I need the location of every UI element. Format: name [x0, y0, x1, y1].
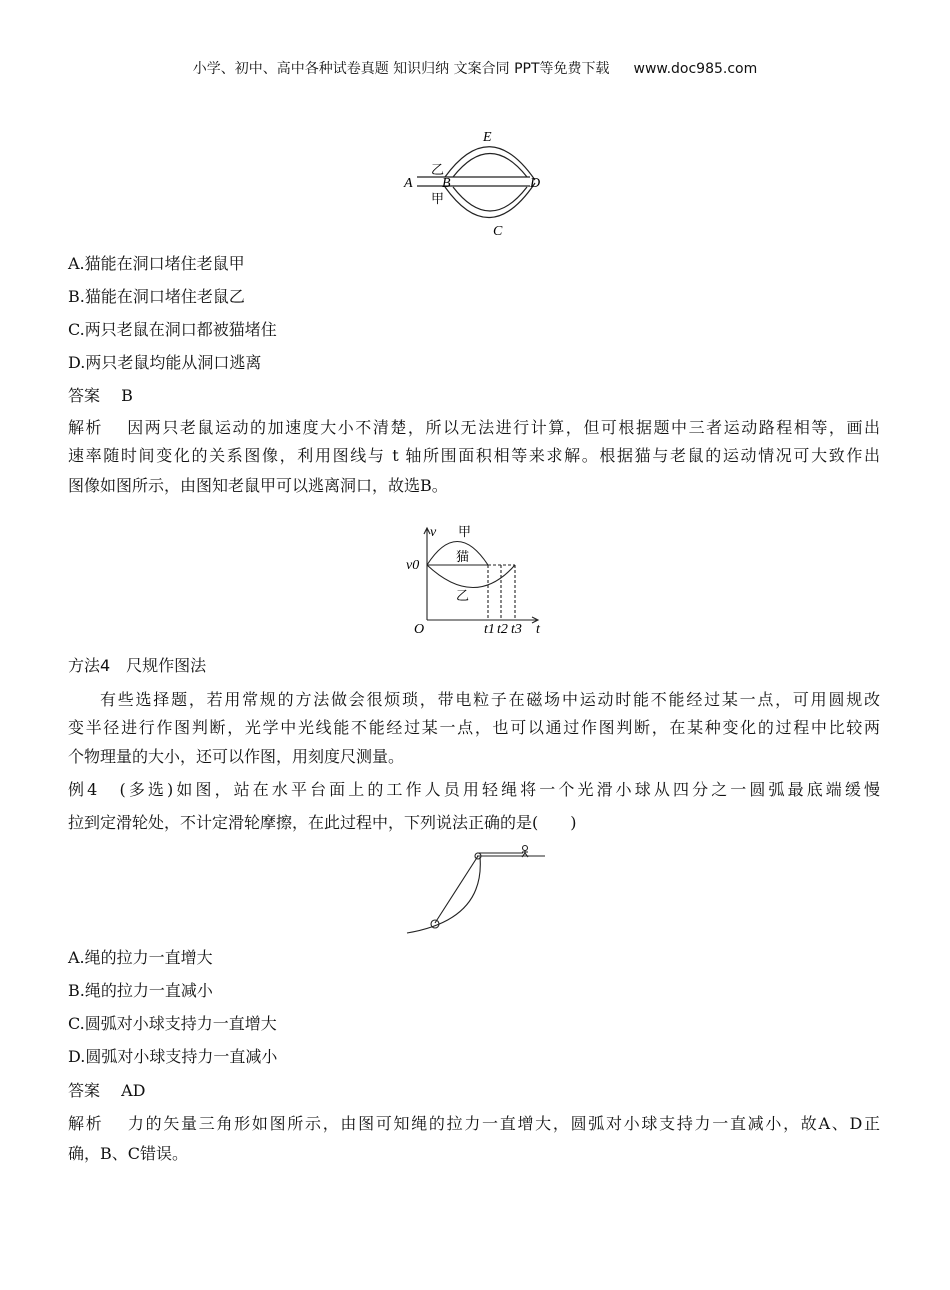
header-url: www.doc985.com [633, 61, 758, 77]
tick-t2: t2 [497, 622, 508, 637]
method-body-1: 有些选择题，若用常规的方法做会很烦琐，带电粒子在磁场中运动时能不能经过某一点，可用圆规改 [100, 690, 880, 709]
analysis-line-2: 确，B、C错误。 [68, 1144, 189, 1163]
option-a: A.绳的拉力一直增大 [68, 948, 213, 967]
option-c: C.圆弧对小球支持力一直增大 [68, 1014, 277, 1033]
axis-v-label: v [430, 525, 437, 540]
method-body-2: 变半径进行作图判断，光学中光线能不能经过某一点，也可以通过作图判断，在某种变化的过程中比较两 [68, 718, 880, 737]
analysis-line-2: 速率随时间变化的关系图像，利用图线与 t 轴所围面积相等来求解。根据猫与老鼠的运动情况可大致作出 [68, 446, 880, 465]
header-text: 小学、初中、高中各种试卷真题 知识归纳 文案合同 PPT等免费下载 [192, 61, 610, 77]
option-c: C.两只老鼠在洞口都被猫堵住 [68, 320, 277, 339]
label-D: D [530, 176, 541, 191]
tunnel-diagram [395, 125, 570, 240]
option-a: A.猫能在洞口堵住老鼠甲 [68, 254, 245, 273]
label-A: A [404, 176, 413, 191]
analysis-line-3: 图像如图所示，由图知老鼠甲可以逃离洞口，故选B。 [68, 476, 448, 495]
option-b: B.绳的拉力一直减小 [68, 981, 213, 1000]
label-E: E [483, 130, 492, 145]
example-stem-2: 拉到定滑轮处，不计定滑轮摩擦，在此过程中，下列说法正确的是( ) [68, 813, 577, 832]
label-v0: v0 [406, 558, 420, 573]
axis-t-label: t [536, 622, 540, 637]
pulley-arc-diagram [395, 840, 555, 940]
label-jia: 甲 [458, 525, 472, 540]
origin-label: O [414, 622, 425, 637]
analysis-line-1: 解析 力的矢量三角形如图所示，由图可知绳的拉力一直增大，圆弧对小球支持力一直减小，故A、D正 [68, 1114, 880, 1133]
example-stem-1: 例4 (多选)如图，站在水平台面上的工作人员用轻绳将一个光滑小球从四分之一圆弧最底端缓慢 [68, 780, 880, 799]
label-B: B [442, 176, 451, 191]
velocity-time-graph [400, 520, 550, 645]
label-jia: 甲 [431, 192, 445, 207]
method-body-3: 个物理量的大小，还可以作图，用刻度尺测量。 [68, 747, 405, 766]
option-d: D.圆弧对小球支持力一直减小 [68, 1047, 278, 1066]
page-header [0, 58, 950, 78]
answer-line: 答案 AD [68, 1081, 146, 1100]
option-d: D.两只老鼠均能从洞口逃离 [68, 353, 262, 372]
method-title: 方法4 尺规作图法 [68, 656, 207, 675]
option-b: B.猫能在洞口堵住老鼠乙 [68, 287, 245, 306]
tick-t1: t1 [484, 622, 495, 637]
tick-t3: t3 [511, 622, 522, 637]
label-mao: 猫 [456, 550, 470, 565]
answer-line: 答案 B [68, 386, 133, 405]
label-yi: 乙 [456, 589, 470, 604]
label-yi: 乙 [431, 163, 445, 178]
label-C: C [493, 224, 503, 239]
analysis-line-1: 解析 因两只老鼠运动的加速度大小不清楚，所以无法进行计算，但可根据题中三者运动路程相等，画出 [68, 418, 880, 437]
